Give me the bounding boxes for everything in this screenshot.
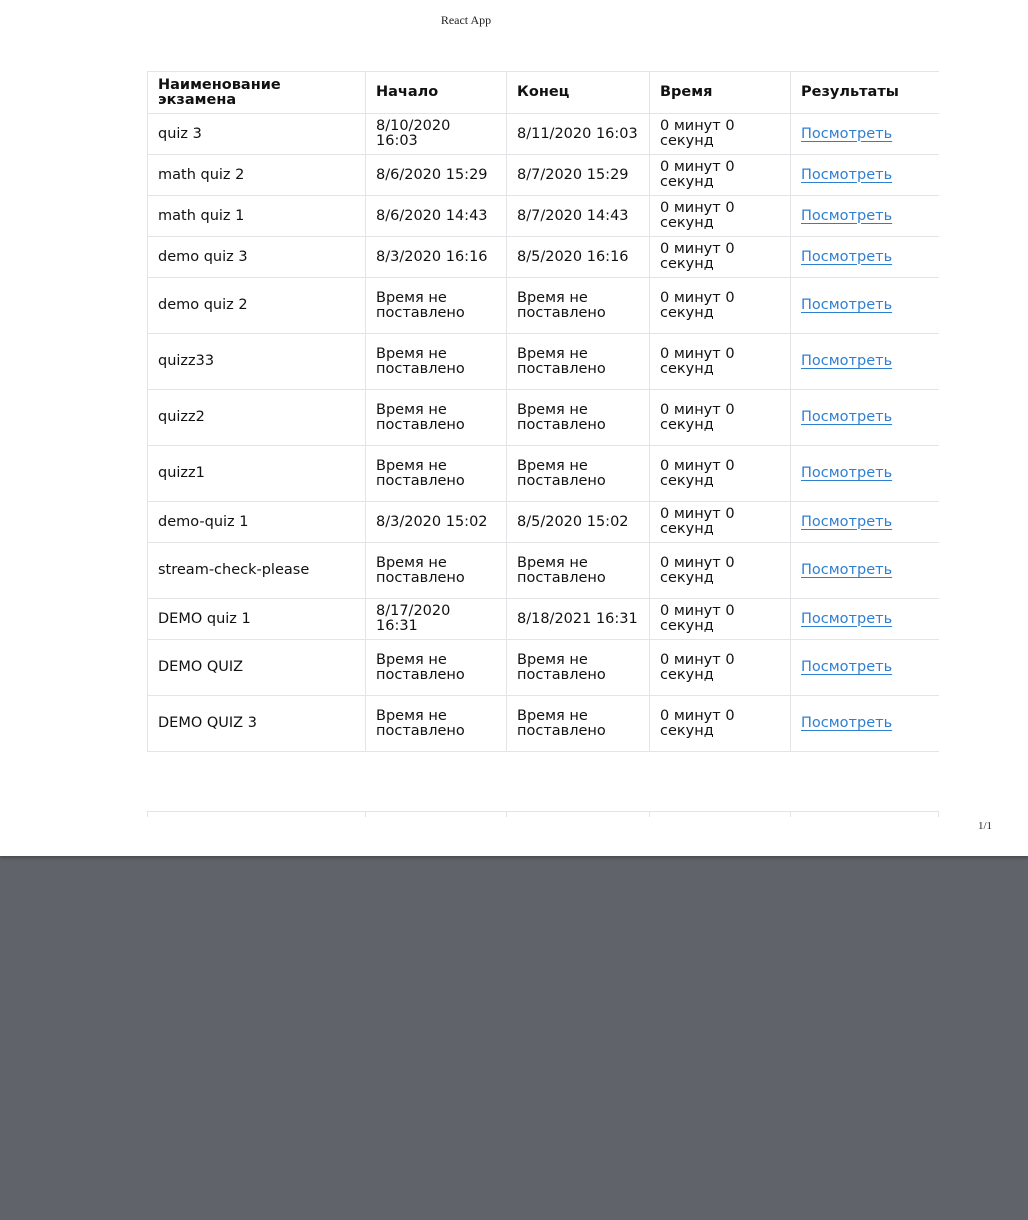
end-time-cell: 8/7/2020 14:43 (507, 196, 650, 237)
exams-table-body (148, 114, 940, 752)
duration-cell: 0 минут 0 секунд (650, 334, 791, 390)
end-time-cell: Время не поставлено (507, 334, 650, 390)
end-time-cell: Время не поставлено (507, 696, 650, 752)
duration-cell: 0 минут 0 секунд (650, 640, 791, 696)
column-header-end: Конец (507, 72, 650, 114)
table-row (148, 114, 940, 155)
end-time-cell: 8/5/2020 15:02 (507, 502, 650, 543)
table-row (148, 696, 940, 752)
exam-name-cell: quiz 3 (148, 114, 366, 155)
view-results-link[interactable]: Посмотреть (801, 353, 893, 369)
duration-cell: 0 минут 0 секунд (650, 502, 791, 543)
start-time-cell: 8/6/2020 14:43 (366, 196, 507, 237)
page-number: 1/1 (978, 820, 993, 832)
column-header-results: Результаты (791, 72, 940, 114)
end-time-cell: Время не поставлено (507, 543, 650, 599)
results-cell (791, 334, 940, 390)
exam-name-cell: stream-check-please (148, 543, 366, 599)
start-time-cell: Время не поставлено (366, 543, 507, 599)
column-header-start: Начало (366, 72, 507, 114)
results-cell (791, 155, 940, 196)
results-cell (791, 696, 940, 752)
exam-name-cell: demo-quiz 1 (148, 502, 366, 543)
view-results-link[interactable]: Посмотреть (801, 562, 893, 578)
table-header-row (148, 72, 940, 114)
end-time-cell: 8/7/2020 15:29 (507, 155, 650, 196)
view-results-link[interactable]: Посмотреть (801, 125, 893, 142)
end-time-cell: 8/5/2020 16:16 (507, 237, 650, 278)
start-time-cell: 8/3/2020 15:02 (366, 502, 507, 543)
exam-name-cell: DEMO QUIZ 3 (148, 696, 366, 752)
start-time-cell: Время не поставлено (366, 278, 507, 334)
duration-cell: 0 минут 0 секунд (650, 390, 791, 446)
results-cell (791, 237, 940, 278)
exams-table-container (147, 71, 939, 758)
exam-name-cell: math quiz 1 (148, 196, 366, 237)
table-continuation (147, 811, 939, 817)
start-time-cell: Время не поставлено (366, 640, 507, 696)
end-time-cell: Время не поставлено (507, 390, 650, 446)
duration-cell: 0 минут 0 секунд (650, 696, 791, 752)
results-cell (791, 278, 940, 334)
end-time-cell: 8/11/2020 16:03 (507, 114, 650, 155)
column-header-name: Наименование экзамена (148, 72, 366, 114)
view-results-link[interactable]: Посмотреть (801, 715, 893, 731)
table-row (148, 446, 940, 502)
page-header-title: React App (440, 13, 492, 27)
table-row (148, 278, 940, 334)
duration-cell: 0 минут 0 секунд (650, 278, 791, 334)
view-results-link[interactable]: Посмотреть (801, 166, 893, 183)
duration-cell: 0 минут 0 секунд (650, 155, 791, 196)
duration-cell: 0 минут 0 секунд (650, 196, 791, 237)
results-cell (791, 114, 940, 155)
start-time-cell: Время не поставлено (366, 334, 507, 390)
view-results-link[interactable]: Посмотреть (801, 465, 893, 481)
start-time-cell: 8/10/2020 16:03 (366, 114, 507, 155)
exams-table (147, 71, 939, 752)
exam-name-cell: demo quiz 2 (148, 278, 366, 334)
results-cell (791, 599, 940, 640)
exam-name-cell: DEMO quiz 1 (148, 599, 366, 640)
table-row (148, 334, 940, 390)
duration-cell: 0 минут 0 секунд (650, 446, 791, 502)
exam-name-cell: quizz2 (148, 390, 366, 446)
view-results-link[interactable]: Посмотреть (801, 207, 893, 224)
table-row (148, 390, 940, 446)
column-header-time: Время (650, 72, 791, 114)
view-results-link[interactable]: Посмотреть (801, 409, 893, 425)
duration-cell: 0 минут 0 секунд (650, 237, 791, 278)
end-time-cell: 8/18/2021 16:31 (507, 599, 650, 640)
table-row (148, 543, 940, 599)
start-time-cell: Время не поставлено (366, 696, 507, 752)
start-time-cell: 8/6/2020 15:29 (366, 155, 507, 196)
results-cell (791, 640, 940, 696)
start-time-cell: Время не поставлено (366, 390, 507, 446)
duration-cell: 0 минут 0 секунд (650, 599, 791, 640)
results-cell (791, 543, 940, 599)
table-row (148, 155, 940, 196)
table-row (148, 237, 940, 278)
exam-name-cell: quizz33 (148, 334, 366, 390)
view-results-link[interactable]: Посмотреть (801, 513, 893, 530)
end-time-cell: Время не поставлено (507, 278, 650, 334)
table-row (148, 599, 940, 640)
view-results-link[interactable]: Посмотреть (801, 297, 893, 313)
view-results-link[interactable]: Посмотреть (801, 610, 893, 627)
results-cell (791, 390, 940, 446)
exam-name-cell: quizz1 (148, 446, 366, 502)
start-time-cell: 8/3/2020 16:16 (366, 237, 507, 278)
view-results-link[interactable]: Посмотреть (801, 248, 893, 265)
view-results-link[interactable]: Посмотреть (801, 659, 893, 675)
results-cell (791, 196, 940, 237)
table-row (148, 640, 940, 696)
table-row (148, 196, 940, 237)
exam-name-cell: DEMO QUIZ (148, 640, 366, 696)
end-time-cell: Время не поставлено (507, 640, 650, 696)
exam-name-cell: demo quiz 3 (148, 237, 366, 278)
start-time-cell: Время не поставлено (366, 446, 507, 502)
table-row (148, 502, 940, 543)
start-time-cell: 8/17/2020 16:31 (366, 599, 507, 640)
duration-cell: 0 минут 0 секунд (650, 543, 791, 599)
duration-cell: 0 минут 0 секунд (650, 114, 791, 155)
exam-name-cell: math quiz 2 (148, 155, 366, 196)
results-cell (791, 446, 940, 502)
results-cell (791, 502, 940, 543)
end-time-cell: Время не поставлено (507, 446, 650, 502)
